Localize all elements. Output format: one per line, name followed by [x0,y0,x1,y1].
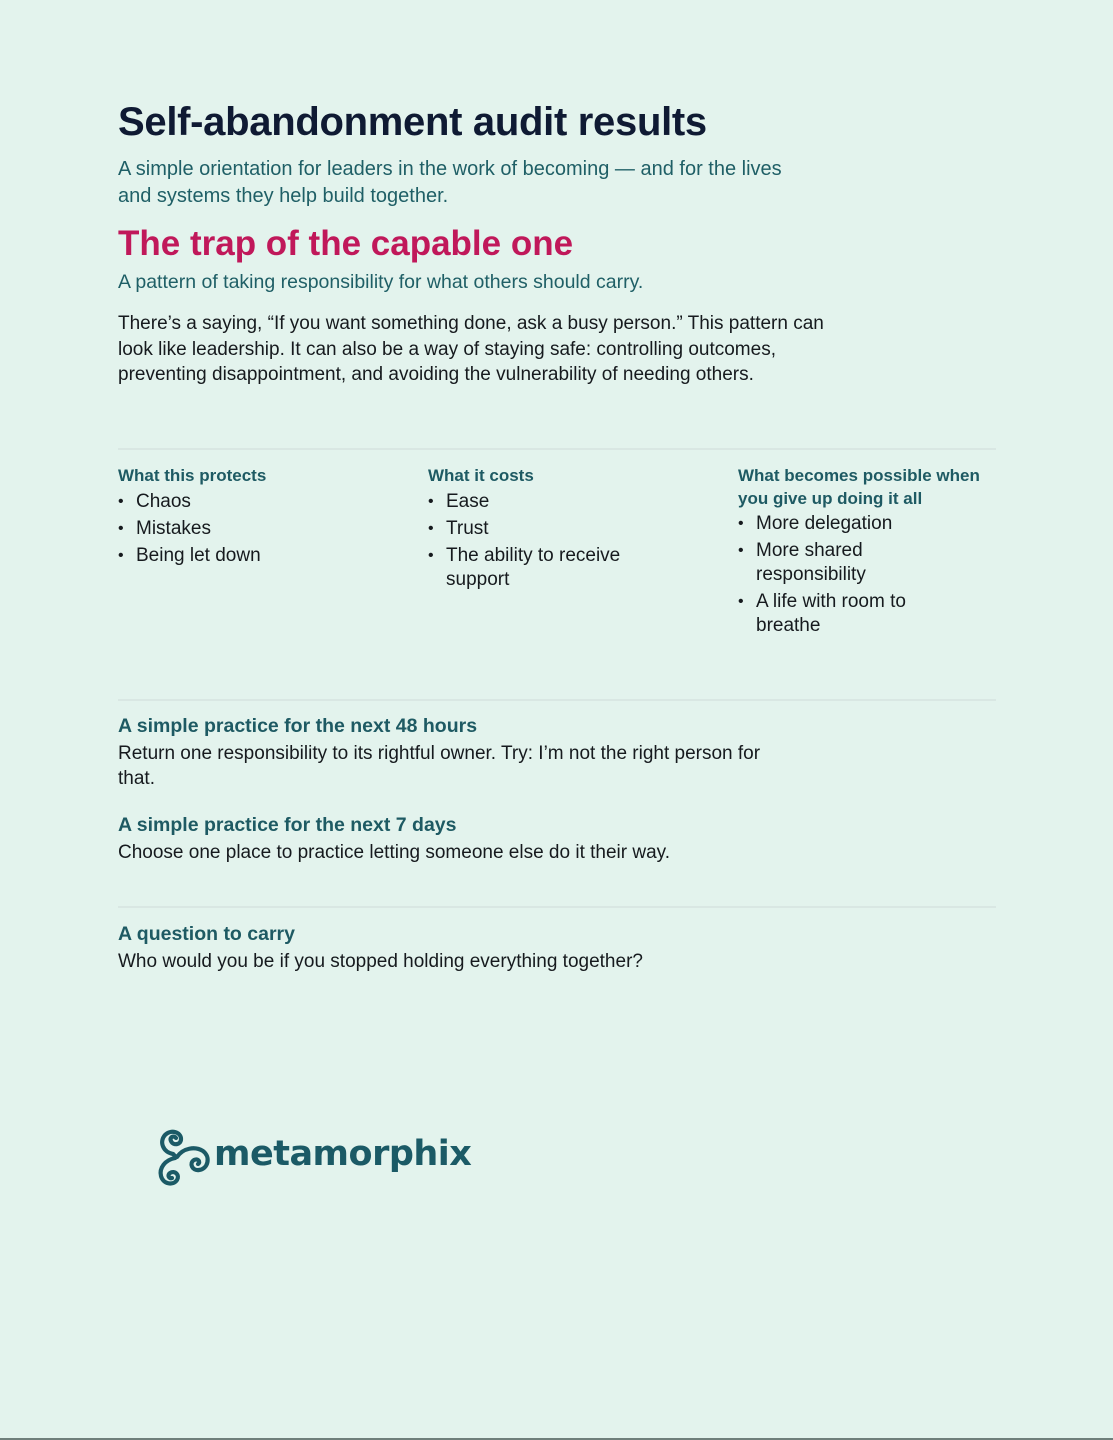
pattern-columns [118,465,996,645]
column-costs [428,465,628,595]
bullet-icon: • [118,546,124,564]
practice-text: Choose one place to practice letting someone else do it their way. [118,842,671,863]
bullet-icon: • [738,593,744,610]
column-list [738,512,928,638]
column-heading: What this protects [118,466,267,485]
question-section [118,922,818,974]
list-item [738,590,928,638]
list-item-text: Chaos [136,490,191,512]
practice-heading: A simple practice for the next 48 hours [118,715,478,737]
list-item [118,517,378,541]
list-item [428,544,628,592]
bullet-icon: • [118,492,124,510]
list-item-text: More delegation [756,513,893,534]
question-heading: A question to carry [118,923,295,945]
list-item [428,490,628,514]
list-item-text: The ability to receive support [446,544,621,590]
page-intro: A simple orientation for leaders in the work of becoming — and for the lives and systems they help build together. [118,158,782,207]
brand-logo [151,1126,471,1188]
list-item [428,517,628,541]
column-possibilities [738,465,996,641]
bullet-icon: • [428,519,434,537]
bullet-icon: • [428,492,434,510]
pattern-subtitle: A pattern of taking responsibility for what others should carry. [118,271,644,293]
list-item-text: Mistakes [136,517,211,539]
page-title: Self-abandonment audit results [118,100,707,144]
brand-name: metamorphix [214,1134,472,1174]
divider [118,699,996,701]
list-item-text: A life with room to breathe [756,591,906,636]
column-list [118,490,378,568]
list-item [118,544,378,568]
list-item-text: Ease [446,490,490,512]
list-item [118,490,378,514]
bullet-icon: • [738,515,744,532]
practice-48-hours [118,714,818,791]
list-item-text: Being let down [136,544,261,566]
list-item [738,512,928,536]
question-text: Who would you be if you stopped holding everything together? [118,951,643,972]
pattern-description: There’s a saying, “If you want something done, ask a busy person.” This pattern can look like leadership. It can also be a way of staying safe: controlling outcomes, preventing disappointment, and avoiding the vulnerability of needing others. [118,313,824,385]
column-protects [118,465,378,571]
divider [118,448,996,450]
triskelion-spiral-icon [151,1126,213,1188]
practice-text: Return one responsibility to its rightful owner. Try: I’m not the right person for that. [118,743,761,789]
practice-heading: A simple practice for the next 7 days [118,814,457,836]
bullet-icon: • [738,542,744,559]
pattern-title: The trap of the capable one [118,224,574,263]
column-list [428,490,628,592]
list-item-text: Trust [446,517,489,539]
practice-7-days [118,813,818,865]
divider [118,906,996,908]
list-item-text: More shared responsibility [756,540,866,585]
column-heading: What becomes possible when you give up doing it all [738,466,980,508]
list-item [738,539,928,587]
bullet-icon: • [428,546,434,564]
bullet-icon: • [118,519,124,537]
column-heading: What it costs [428,466,534,485]
